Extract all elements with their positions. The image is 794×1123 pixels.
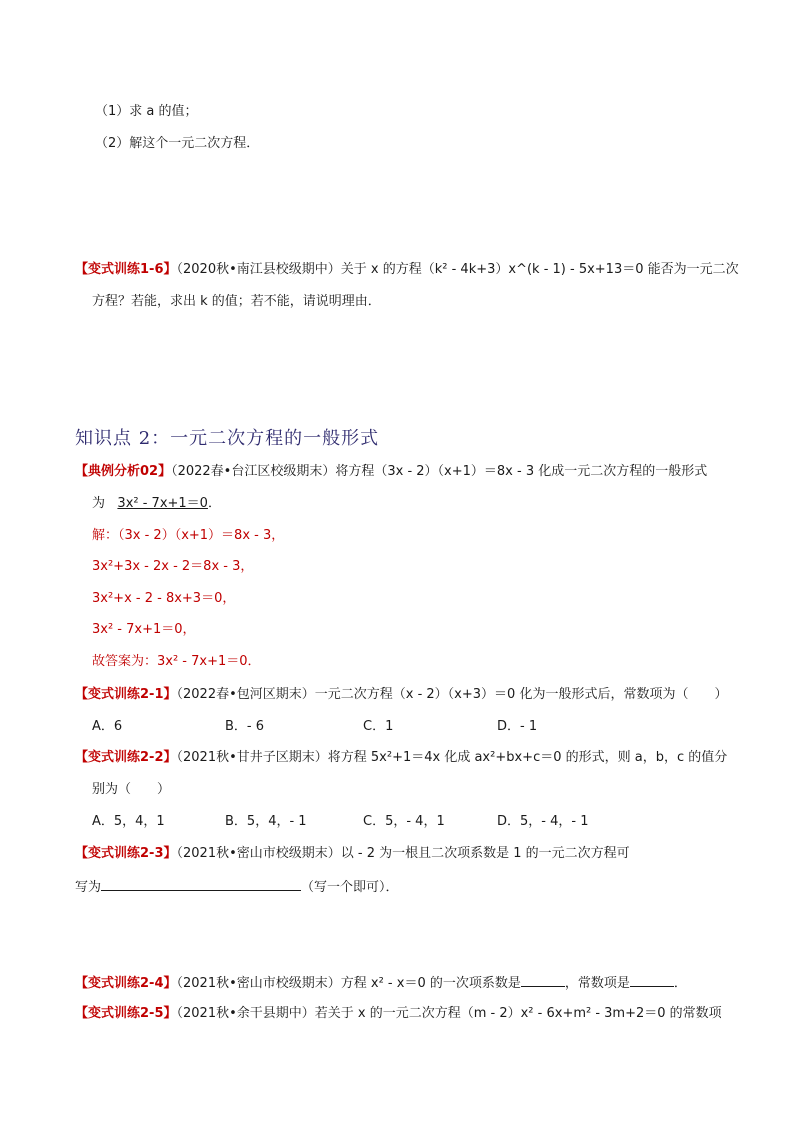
solution-line-4: 3x² - 7x+1＝0，: [92, 622, 196, 637]
exercise-text: 关于 x 的方程（k² - 4k+3）x^(k - 1) - 5x+13＝0 能否为一元二次: [340, 262, 739, 277]
exercise-2-2-line-1: [75, 749, 727, 767]
example-text: 将方程（3x - 2）（x+1）＝8x - 3 化成一元二次方程的一般形式: [335, 464, 708, 479]
answer-blank: 3x² - 7x+1＝0: [117, 496, 208, 511]
option-c: C．5，- 4，1: [363, 814, 445, 829]
exercise-2-5-line-1: [75, 1005, 722, 1023]
exercise-2-2-line-2: 别为（ ）: [92, 782, 171, 797]
exercise-tag: 【变式训练2-1】: [75, 687, 177, 702]
answer-blank-2[interactable]: [630, 973, 674, 987]
exercise-tag: 【变式训练2-3】: [75, 846, 177, 861]
exercise-source: （2022春•包河区期末）: [176, 687, 315, 702]
end-punct: ．: [673, 976, 687, 991]
exercise-text: 以 - 2 为一根且二次项系数是 1 的一元二次方程可: [340, 846, 630, 861]
exercise-2-4-line-1: [75, 973, 687, 993]
exercise-source: （2021秋•密山市校级期末）: [176, 976, 341, 991]
answer-blank-1[interactable]: [521, 973, 565, 987]
option-b: B．- 6: [225, 719, 265, 734]
exercise-source: （2021秋•甘井子区期末）: [176, 750, 328, 765]
exercise-tag: 【变式训练2-4】: [75, 976, 177, 991]
section-heading: 知识点 2：一元二次方程的一般形式: [75, 428, 380, 449]
exercise-tag: 【变式训练2-2】: [75, 750, 177, 765]
solution-line-2: 3x²+3x - 2x - 2＝8x - 3，: [92, 559, 254, 574]
exercise-text: 一元二次方程（x - 2）（x+3）＝0 化为一般形式后，常数项为（ ）: [314, 687, 728, 702]
option-d: D．- 1: [497, 719, 538, 734]
solution-line-5: 故答案为：3x² - 7x+1＝0．: [92, 654, 261, 669]
option-b: B．5，4，- 1: [225, 814, 307, 829]
example-02-line-1: [75, 463, 707, 481]
exercise-2-3-line-1: [75, 845, 630, 863]
option-a: A．6: [92, 719, 123, 734]
exercise-source: （2021秋•余干县期中）: [176, 1006, 315, 1021]
question-part-2: （2）解这个一元二次方程．: [95, 136, 260, 151]
end-punct: ．: [207, 496, 221, 511]
exercise-text: 方程 x² - x＝0 的一次项系数是: [340, 976, 521, 991]
write-as-label: 写为: [75, 880, 102, 895]
exercise-1-6-line-1: [75, 261, 739, 279]
example-02-line-2: [92, 495, 221, 513]
exercise-1-6-line-2: 方程？若能，求出 k 的值；若不能，请说明理由．: [92, 294, 381, 309]
for-label: 为: [92, 496, 106, 511]
option-c: C．1: [363, 719, 394, 734]
solution-line-1: 解：（3x - 2）（x+1）＝8x - 3，: [92, 528, 285, 543]
example-tag: 【典例分析02】: [75, 464, 172, 479]
solution-line-3: 3x²+x - 2 - 8x+3＝0，: [92, 591, 236, 606]
exercise-2-1-line-1: [75, 686, 727, 704]
exercise-2-3-line-2: [75, 877, 399, 897]
exercise-tag: 【变式训练2-5】: [75, 1006, 177, 1021]
exercise-text-mid: ，常数项是: [564, 976, 630, 991]
exercise-source: （2020秋•南江县校级期中）: [176, 262, 341, 277]
exercise-text: 若关于 x 的一元二次方程（m - 2）x² - 6x+m² - 3m+2＝0 的常数项: [314, 1006, 722, 1021]
option-d: D．5，- 4，- 1: [497, 814, 589, 829]
example-source: （2022春•台江区校级期末）: [171, 464, 336, 479]
answer-blank[interactable]: [101, 877, 301, 891]
question-part-1: （1）求 a 的值；: [95, 104, 198, 119]
option-a: A．5，4，1: [92, 814, 165, 829]
exercise-tag: 【变式训练1-6】: [75, 262, 177, 277]
exercise-source: （2021秋•密山市校级期末）: [176, 846, 341, 861]
exercise-text: 将方程 5x²+1＝4x 化成 ax²+bx+c＝0 的形式，则 a，b，c 的值分: [327, 750, 728, 765]
write-one-hint: （写一个即可）．: [301, 880, 399, 895]
